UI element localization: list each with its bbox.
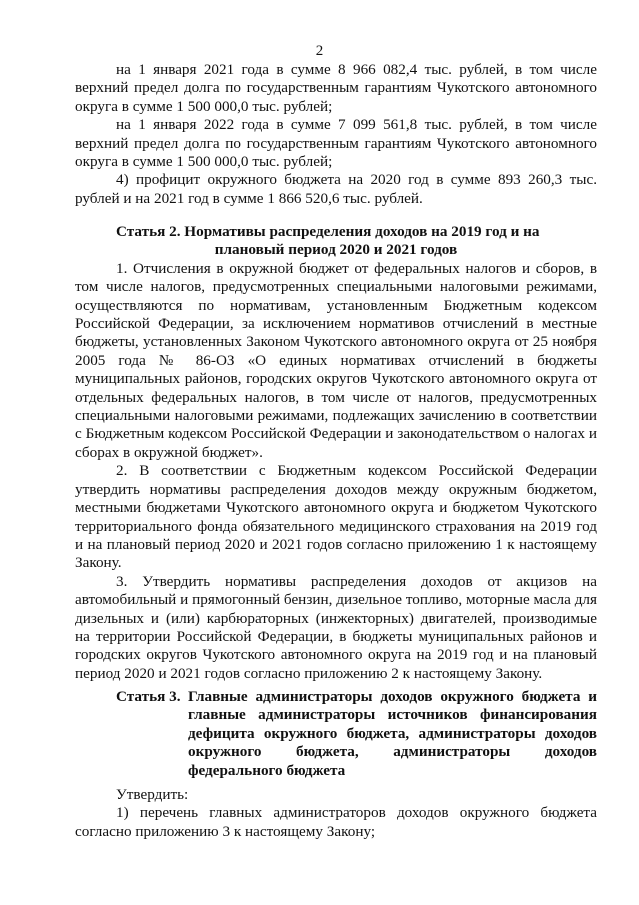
article-3-label: Статья 3. [116, 688, 181, 705]
debt-limit-2021-paragraph: на 1 января 2021 года в сумме 8 966 082,4 тыс. рублей, в том числе верхний предел долга по государственным гарантиям Чукотского автономного округа в сумме 1 500 000,0 тыс. рублей; [75, 61, 597, 115]
intro-section [75, 61, 597, 208]
article-3-heading [75, 688, 597, 780]
page-number: 2 [315, 43, 324, 59]
article-2-paragraph-3: 3. Утвердить нормативы распределения доходов от акцизов на автомобильный и прямогонный бензин, дизельное топливо, моторные масла для дизельных и (или) карбюраторных (инжекторных) двигателей, производимые на территории Российской Федерации, в бюджеты муниципальных районов и городских округов Чукотского автономного округа на 2019 год и на плановый период 2020 и 2021 годов согласно приложению 2 к настоящему Закону. [75, 572, 597, 682]
article-2-paragraph-2: 2. В соответствии с Бюджетным кодексом Российской Федерации утвердить нормативы распределения доходов между окружным бюджетом, местными бюджетами Чукотского автономного округа и бюджетом Чукотского территориального фонда обязательного медицинского страхования на 2019 год и на плановый период 2020 и 2021 годов согласно приложению 1 к настоящему Закону. [75, 462, 597, 572]
debt-limit-2022-paragraph: на 1 января 2022 года в сумме 7 099 561,8 тыс. рублей, в том числе верхний предел долга по государственным гарантиям Чукотского автономного округа в сумме 1 500 000,0 тыс. рублей; [75, 116, 597, 171]
article-3-paragraph-1: Утвердить: [116, 786, 189, 804]
article-3-title: Главные администраторы доходов окружного бюджета и главные администраторы источников финансирования дефицита окружного бюджета, администраторы доходов окружного бюджета, администраторы доходов федерального бюджета [188, 688, 597, 779]
article-2-heading-line2: плановый период 2020 и 2021 годов [214, 241, 458, 259]
article-3 [75, 688, 597, 841]
article-3-paragraph-2: 1) перечень главных администраторов доходов окружного бюджета согласно приложению 3 к настоящему Закону; [75, 804, 597, 840]
article-2-heading-line1: Статья 2. Нормативы распределения доходов на 2019 год и на [116, 223, 540, 240]
article-2 [75, 223, 597, 683]
article-2-paragraph-1: 1. Отчисления в окружной бюджет от федеральных налогов и сборов, в том числе налогов, предусмотренных специальными налоговыми режимами, осуществляются по нормативам, установленным Бюджетным кодексом Российской Федерации, за исключением нормативов отчислений в местные бюджеты, установленных Законом Чукотского автономного округа от 25 ноября 2005 года № 86-ОЗ «О единых нормативах отчислений в бюджеты муниципальных районов, городских округов Чукотского автономного округа от отдельных федеральных налогов, в том числе от налогов, предусмотренных специальными налоговыми режимами, подлежащих зачислению в соответствии с Бюджетным кодексом Российской Федерации и законодательством о налогах и сборах в окружной бюджет». [75, 259, 597, 461]
surplus-paragraph: 4) профицит окружного бюджета на 2020 год в сумме 893 260,3 тыс. рублей и на 2021 год в сумме 1 866 520,6 тыс. рублей. [75, 171, 597, 207]
